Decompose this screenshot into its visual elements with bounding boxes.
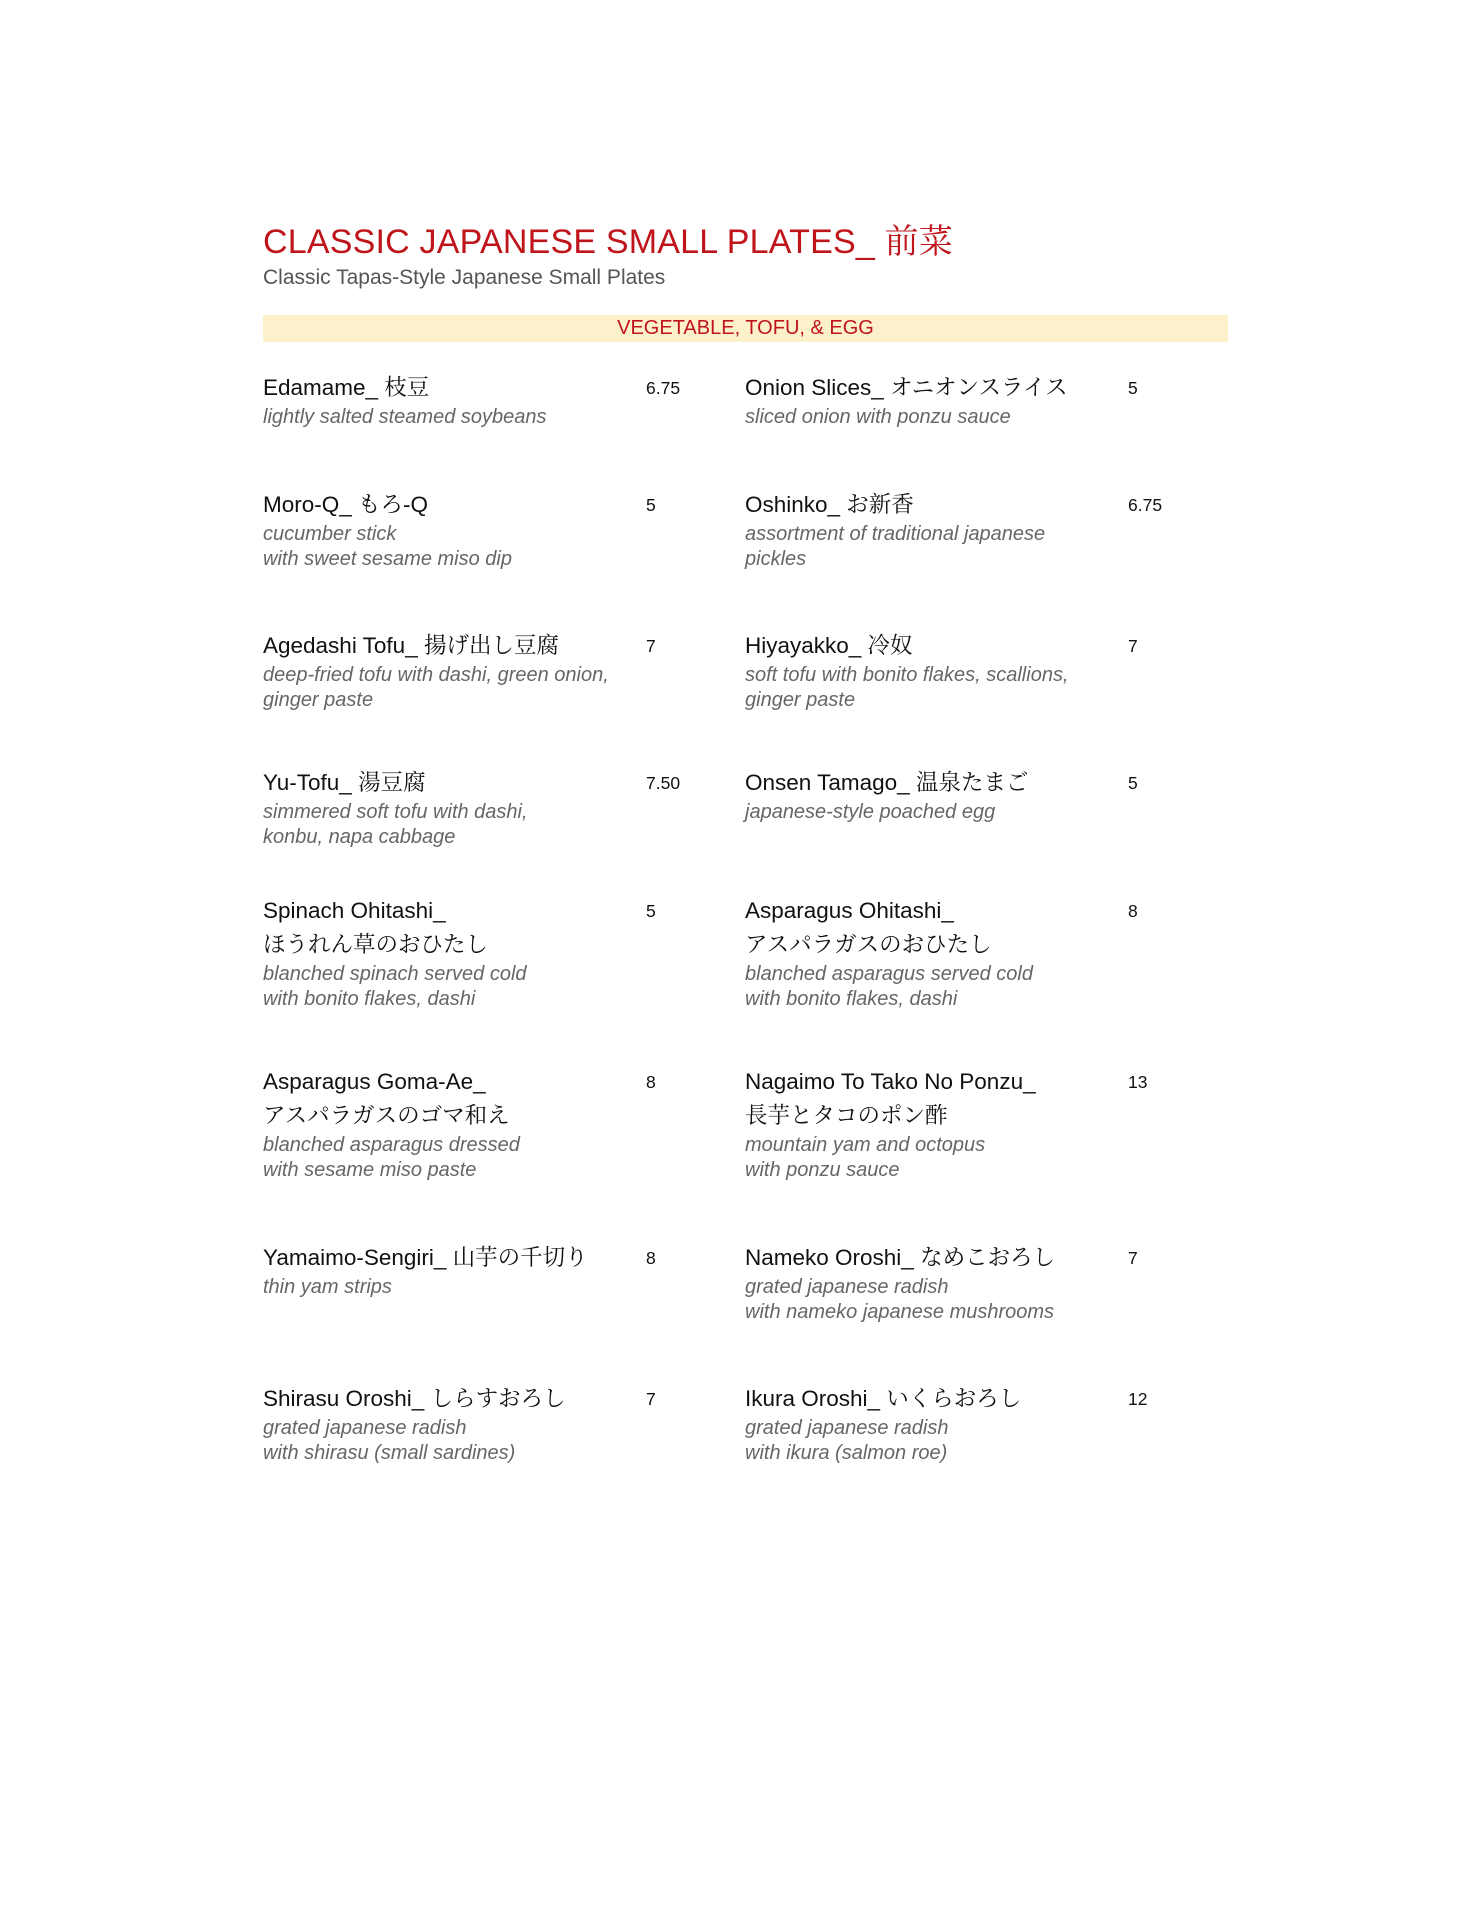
menu-item-price: 6.75 xyxy=(646,378,681,398)
menu-item-name xyxy=(745,629,1125,663)
menu-item-price: 5 xyxy=(1128,773,1138,793)
menu-item-name xyxy=(263,1382,643,1416)
menu-item-description-line: with shirasu (small sardines) xyxy=(263,1442,516,1464)
menu-item-name xyxy=(745,1382,1125,1416)
menu-item-description-line: grated japanese radish xyxy=(745,1417,949,1439)
menu-item-name-line: Nameko Oroshi_ なめこおろし xyxy=(745,1245,1056,1270)
menu-item-description-line: grated japanese radish xyxy=(263,1417,467,1439)
menu-item-description-line: mountain yam and octopus xyxy=(745,1134,986,1156)
menu-item-description xyxy=(745,1416,1125,1466)
menu-item-price: 13 xyxy=(1128,1072,1148,1092)
menu-item-description xyxy=(745,405,1125,430)
menu-item-name xyxy=(745,766,1125,800)
menu-item-name-line: Yamaimo-Sengiri_ 山芋の千切り xyxy=(263,1245,588,1270)
menu-item-name-line: 長芋とタコのポン酢 xyxy=(745,1103,948,1128)
menu-item-price: 7 xyxy=(1128,636,1138,656)
menu-item xyxy=(745,488,1163,572)
menu-item-description xyxy=(745,800,1125,825)
menu-item-description-line: thin yam strips xyxy=(263,1276,392,1298)
menu-item-description-line: lightly salted steamed soybeans xyxy=(263,406,547,428)
page-title: CLASSIC JAPANESE SMALL PLATES_ 前菜 xyxy=(263,223,953,261)
menu-item-name-line: Shirasu Oroshi_ しらすおろし xyxy=(263,1386,566,1411)
menu-item-description-line: konbu, napa cabbage xyxy=(263,826,456,848)
menu-item xyxy=(263,766,681,850)
menu-item-name-line: Asparagus Goma-Ae_ xyxy=(263,1069,486,1094)
menu-item-name-line: ほうれん草のおひたし xyxy=(263,932,489,957)
menu-item xyxy=(263,1382,656,1466)
menu-item-description-line: with nameko japanese mushrooms xyxy=(745,1301,1055,1323)
menu-item-description xyxy=(263,522,643,572)
menu-item-description-line: with ponzu sauce xyxy=(745,1159,900,1181)
menu-item-name-line: アスパラガスのゴマ和え xyxy=(263,1103,510,1128)
menu-item-description-line: simmered soft tofu with dashi, xyxy=(263,801,528,823)
menu-item-description-line: pickles xyxy=(745,548,807,570)
menu-item-name-line: Onsen Tamago_ 温泉たまご xyxy=(745,770,1029,795)
menu-item-price: 8 xyxy=(1128,901,1138,921)
menu-item xyxy=(745,629,1138,713)
menu-item-description-line: deep-fried tofu with dashi, green onion, xyxy=(263,664,609,686)
menu-item-price: 6.75 xyxy=(1128,495,1163,515)
menu-item-price: 8 xyxy=(646,1072,656,1092)
menu-item-description xyxy=(263,663,643,713)
page-subtitle: Classic Tapas-Style Japanese Small Plates xyxy=(263,266,666,289)
menu-item-name-line: Moro-Q_ もろ-Q xyxy=(263,492,429,517)
menu-item-name xyxy=(745,371,1125,405)
menu-item xyxy=(745,766,1138,825)
menu-item-description xyxy=(263,1275,643,1300)
menu-item xyxy=(263,1241,656,1300)
menu-item-name xyxy=(745,488,1125,522)
menu-item-description-line: blanched asparagus served cold xyxy=(745,963,1033,985)
menu-item-name-line: アスパラガスのおひたし xyxy=(745,932,992,957)
menu-item-description-line: japanese-style poached egg xyxy=(745,801,996,823)
menu-item-description-line: sliced onion with ponzu sauce xyxy=(745,406,1011,428)
menu-item xyxy=(263,1065,656,1183)
menu-item-name-line: Oshinko_ お新香 xyxy=(745,492,914,517)
menu-item-price: 7 xyxy=(1128,1248,1138,1268)
menu-item-price: 5 xyxy=(1128,378,1138,398)
menu-item-name-line: Nagaimo To Tako No Ponzu_ xyxy=(745,1069,1036,1094)
menu-item-description xyxy=(263,800,643,850)
menu-item-description xyxy=(745,1133,1125,1183)
menu-item-name-line: Edamame_ 枝豆 xyxy=(263,375,430,400)
menu-item-description xyxy=(263,1416,643,1466)
menu-item-description xyxy=(263,1133,643,1183)
section-header: VEGETABLE, TOFU, & EGG xyxy=(263,315,1228,342)
menu-item-name xyxy=(263,488,643,522)
menu-item-name-line: Yu-Tofu_ 湯豆腐 xyxy=(263,770,426,795)
menu-item-price: 12 xyxy=(1128,1389,1148,1409)
menu-item xyxy=(745,1382,1148,1466)
menu-item-description xyxy=(263,962,643,1012)
menu-item-description xyxy=(745,663,1125,713)
menu-item-description-line: ginger paste xyxy=(263,689,374,711)
menu-item-price: 7.50 xyxy=(646,773,681,793)
menu-item-name xyxy=(263,1241,643,1275)
menu-item-description xyxy=(745,522,1125,572)
menu-item-price: 5 xyxy=(646,901,656,921)
menu-item xyxy=(263,371,681,430)
menu-item-description-line: with bonito flakes, dashi xyxy=(263,988,476,1010)
menu-item-description-line: blanched spinach served cold xyxy=(263,963,527,985)
menu-item-name xyxy=(263,1065,643,1133)
menu-item xyxy=(745,1065,1148,1183)
menu-item-name xyxy=(745,894,1125,962)
menu-item xyxy=(263,894,656,1012)
menu-item-name xyxy=(263,766,643,800)
menu-item-description-line: assortment of traditional japanese xyxy=(745,523,1046,545)
menu-item-description-line: ginger paste xyxy=(745,689,856,711)
menu-item-name-line: Agedashi Tofu_ 揚げ出し豆腐 xyxy=(263,633,559,658)
menu-item-description-line: blanched asparagus dressed xyxy=(263,1134,520,1156)
menu-item-price: 5 xyxy=(646,495,656,515)
menu-item-name xyxy=(263,371,643,405)
menu-item-name xyxy=(745,1065,1125,1133)
menu-item-description xyxy=(745,962,1125,1012)
menu-item-description-line: with ikura (salmon roe) xyxy=(745,1442,948,1464)
menu-item-description-line: with bonito flakes, dashi xyxy=(745,988,958,1010)
menu-item-price: 7 xyxy=(646,636,656,656)
menu-item xyxy=(263,488,656,572)
menu-item-description xyxy=(745,1275,1125,1325)
menu-item-name-line: Ikura Oroshi_ いくらおろし xyxy=(745,1386,1022,1411)
menu-item-description-line: soft tofu with bonito flakes, scallions, xyxy=(745,664,1069,686)
menu-item-description-line: with sesame miso paste xyxy=(263,1159,477,1181)
menu-item xyxy=(745,1241,1138,1325)
menu-item-name-line: Asparagus Ohitashi_ xyxy=(745,898,954,923)
menu-item xyxy=(745,894,1138,1012)
menu-item-name-line: Spinach Ohitashi_ xyxy=(263,898,446,923)
menu-item-name-line: Hiyayakko_ 冷奴 xyxy=(745,633,913,658)
menu-item-name-line: Onion Slices_ オニオンスライス xyxy=(745,375,1068,400)
menu-item-price: 8 xyxy=(646,1248,656,1268)
menu-item-name xyxy=(745,1241,1125,1275)
menu-item-name xyxy=(263,894,643,962)
menu-page xyxy=(263,222,1228,1464)
menu-item-description xyxy=(263,405,643,430)
menu-item-price: 7 xyxy=(646,1389,656,1409)
menu-item xyxy=(263,629,656,713)
menu-item xyxy=(745,371,1138,430)
menu-item-name xyxy=(263,629,643,663)
menu-item-description-line: grated japanese radish xyxy=(745,1276,949,1298)
menu-item-description-line: cucumber stick xyxy=(263,523,397,545)
menu-item-description-line: with sweet sesame miso dip xyxy=(263,548,512,570)
